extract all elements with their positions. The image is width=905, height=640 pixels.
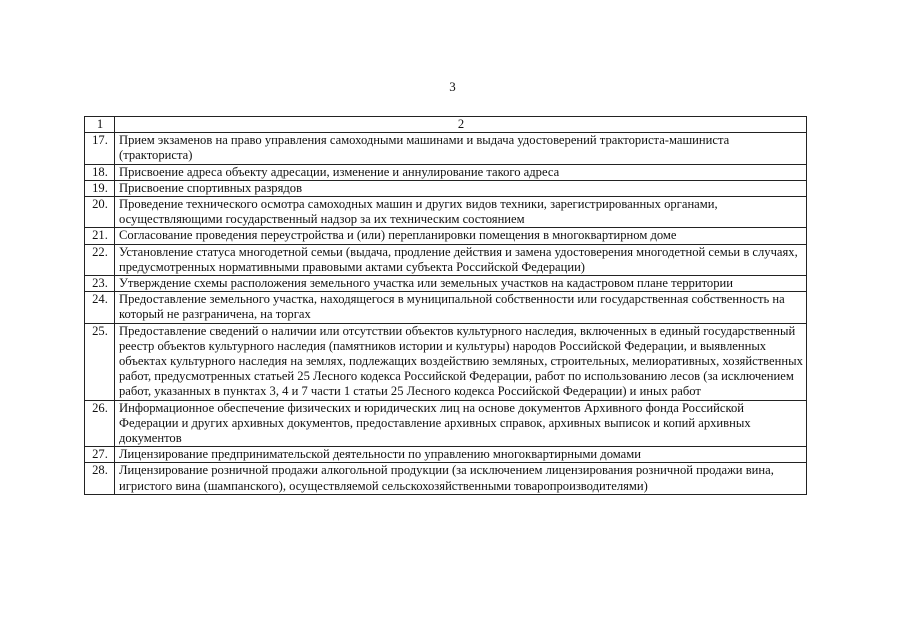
table-header-row [85,117,807,133]
row-text: Установление статуса многодетной семьи (выдача, продление действия и замена удостоверения многодетной семьи в случаях, предусмотренных нормативными правовыми актами субъекта Российской Федерации) [115,244,807,275]
row-text: Присвоение адреса объекту адресации, изменение и аннулирование такого адреса [115,164,807,180]
table-row [85,323,807,400]
services-table [84,116,807,495]
row-number: 20. [85,197,115,228]
table-row [85,228,807,244]
row-number: 25. [85,323,115,400]
row-text: Проведение технического осмотра самоходных машин и других видов техники, зарегистрированных органами, осуществляющими государственный надзор за их техническим состоянием [115,197,807,228]
table-row [85,180,807,196]
column-header-number: 1 [85,117,115,133]
row-number: 17. [85,133,115,164]
table-row [85,164,807,180]
row-text: Лицензирование предпринимательской деятельности по управлению многоквартирными домами [115,447,807,463]
row-number: 22. [85,244,115,275]
row-text: Предоставление земельного участка, находящегося в муниципальной собственности или государственная собственность на который не разграничена, на торгах [115,292,807,323]
table-row [85,197,807,228]
row-text: Присвоение спортивных разрядов [115,180,807,196]
table-row [85,447,807,463]
row-number: 18. [85,164,115,180]
row-text: Утверждение схемы расположения земельного участка или земельных участков на кадастровом плане территории [115,276,807,292]
table-row [85,244,807,275]
row-number: 19. [85,180,115,196]
table-row [85,400,807,447]
column-header-name: 2 [115,117,807,133]
row-text: Информационное обеспечение физических и юридических лиц на основе документов Архивного фонда Российской Федерации и других архивных документов, предоставление архивных справок, архивных выписок и копий архивных документов [115,400,807,447]
table-row [85,463,807,494]
row-number: 21. [85,228,115,244]
row-text: Прием экзаменов на право управления самоходными машинами и выдача удостоверений тракториста-машиниста (тракториста) [115,133,807,164]
row-number: 27. [85,447,115,463]
row-text: Лицензирование розничной продажи алкогольной продукции (за исключением лицензирования розничной продажи вина, игристого вина (шампанского), осуществляемой сельскохозяйственными товаропроизводителями) [115,463,807,494]
row-text: Предоставление сведений о наличии или отсутствии объектов культурного наследия, включенных в единый государственный реестр объектов культурного наследия (памятников истории и культуры) народов Российской Федерации, и выявленных объектах культурного наследия на землях, подлежащих воздействию земляных, строительных, мелиоративных, хозяйственных работ, предусмотренных статьей 25 Лесного кодекса Российской Федерации, работ по использованию лесов (за исключением работ, указанных в пунктах 3, 4 и 7 части 1 статьи 25 Лесного кодекса Российской Федерации) и иных работ [115,323,807,400]
row-number: 23. [85,276,115,292]
row-text: Согласование проведения переустройства и (или) перепланировки помещения в многоквартирном доме [115,228,807,244]
page-number: 3 [449,79,456,94]
row-number: 28. [85,463,115,494]
table-row [85,276,807,292]
row-number: 26. [85,400,115,447]
row-number: 24. [85,292,115,323]
table-row [85,292,807,323]
table-row [85,133,807,164]
